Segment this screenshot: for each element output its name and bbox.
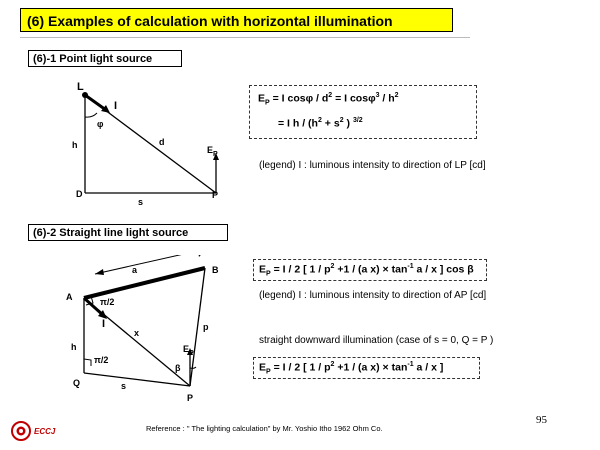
section1-heading: (6)-1 Point light source bbox=[28, 50, 182, 67]
label-s: s bbox=[138, 197, 144, 207]
label-a: a bbox=[132, 265, 138, 275]
eccj-logo-icon bbox=[10, 420, 32, 442]
label-Ep: $E_P$ bbox=[183, 344, 194, 357]
line-formula-1: $E_P = I / 2$ [ $1 / p^2 +1 / (a$ $x) \times \tan^{-1} a / x$ ] cos β bbox=[259, 263, 474, 278]
point-source-diagram bbox=[60, 80, 230, 210]
point-legend: (legend) I : luminous intensity to direction of LP [cd] bbox=[259, 160, 486, 171]
label-P: P bbox=[212, 190, 219, 200]
label-h: h bbox=[71, 342, 77, 352]
label-D: D bbox=[76, 189, 83, 199]
label-x: x bbox=[134, 328, 140, 338]
section2-heading: (6)-2 Straight line light source bbox=[28, 224, 228, 241]
a-dim-arrow-right bbox=[198, 255, 206, 257]
label-d: d bbox=[159, 137, 165, 147]
line-source-diagram bbox=[70, 255, 220, 400]
label-Q: Q bbox=[73, 378, 81, 388]
label-s: s bbox=[121, 381, 127, 391]
label-A: A bbox=[66, 292, 73, 302]
label-B: B bbox=[212, 265, 219, 275]
intensity-arrow-line bbox=[85, 95, 106, 110]
label-Ep: $E_P$ bbox=[207, 145, 218, 158]
angle-arc bbox=[85, 113, 97, 117]
label-p: p bbox=[203, 322, 209, 332]
reference-text: Reference : " The lighting calculation" by Mr. Yoshio Itho 1962 Ohm Co. bbox=[146, 424, 383, 433]
line-legend: (legend) I : luminous intensity to direction of AP [cd] bbox=[259, 290, 487, 301]
point-formula-line1: $E_P = I$ $\cos\varphi / d^2 = I$ $\cos\varphi^3 / h^2$ bbox=[258, 92, 399, 107]
label-pi2-top: π/2 bbox=[100, 297, 115, 307]
label-h: h bbox=[72, 140, 78, 150]
line-formula-2: $E_P = I / 2$ [ $1 / p^2 +1 / (a$ $x) \times \tan^{-1} a / x$ ] bbox=[259, 361, 444, 376]
label-I: I bbox=[102, 318, 106, 330]
page-number: 95 bbox=[536, 414, 547, 426]
label-pi2-left: π/2 bbox=[94, 355, 109, 365]
label-L: L bbox=[77, 81, 84, 93]
ground-line bbox=[84, 373, 190, 386]
label-phi: φ bbox=[97, 119, 104, 129]
right-angle-left bbox=[84, 359, 91, 366]
point-formula-line2: = I $h / (h^2 + s^2$ ) $^{3/2}$ bbox=[278, 117, 363, 130]
label-beta: β bbox=[175, 363, 181, 373]
a-dim-arrow-left bbox=[95, 269, 104, 275]
eccj-logo-text: ECCJ bbox=[34, 427, 56, 436]
page-title: (6) Examples of calculation with horizontal illumination bbox=[20, 8, 453, 32]
title-divider bbox=[20, 37, 470, 38]
line-note: straight downward illumination (case of s = 0, Q = P ) bbox=[259, 335, 494, 346]
label-P: P bbox=[187, 393, 194, 403]
label-I: I bbox=[114, 100, 118, 112]
